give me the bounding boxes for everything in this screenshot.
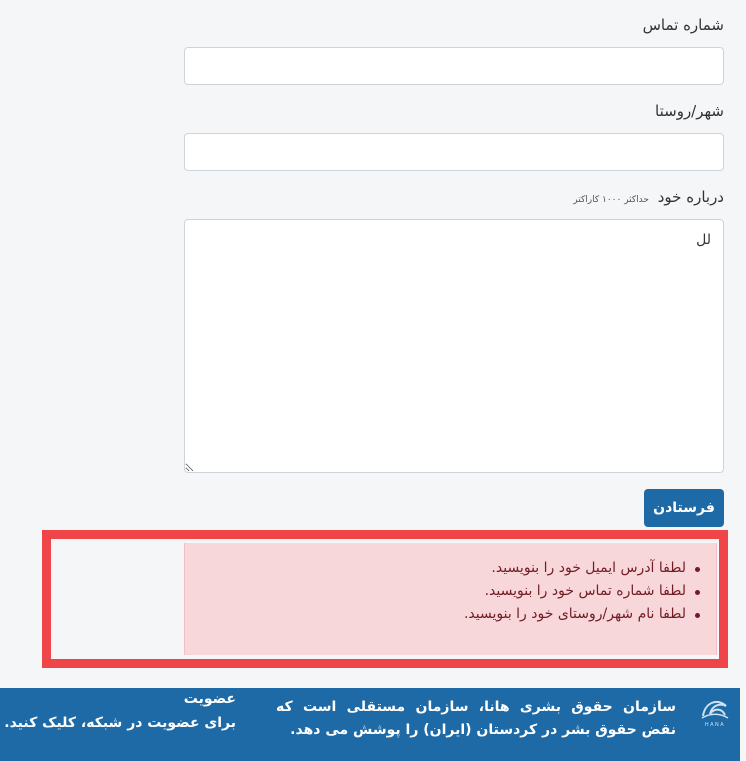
- about-label-text: درباره خود: [657, 188, 724, 206]
- city-input[interactable]: [184, 133, 724, 171]
- about-textarea[interactable]: [184, 219, 724, 473]
- error-item: لطفا آدرس ایمیل خود را بنویسید.: [185, 557, 686, 580]
- membership-title: عضویت: [183, 691, 236, 707]
- error-alert: [184, 543, 717, 655]
- phone-label: شماره تماس: [642, 16, 724, 34]
- footer-membership[interactable]: [6, 688, 236, 736]
- error-item: لطفا نام شهر/روستای خود را بنویسید.: [185, 603, 686, 626]
- logo-text: HANA: [704, 722, 726, 728]
- error-item: لطفا شماره تماس خود را بنویسید.: [185, 580, 686, 603]
- hana-logo-icon[interactable]: [698, 694, 732, 728]
- error-list: [185, 543, 716, 626]
- footer: [0, 688, 740, 761]
- city-label: شهر/روستا: [655, 102, 724, 120]
- submit-button[interactable]: فرستادن: [644, 489, 724, 527]
- about-label: [573, 188, 724, 206]
- about-char-limit-hint: حداکثر ۱۰۰۰ کاراکتر: [573, 195, 649, 205]
- membership-link[interactable]: برای عضویت در شبکه، کلیک کنید.: [4, 715, 236, 731]
- footer-about-text: سازمان حقوق بشری هانا، سازمان مستقلی است که نقض حقوق بشر در کردستان (ایران) را پوشش می دهد.: [276, 699, 676, 738]
- phone-input[interactable]: [184, 47, 724, 85]
